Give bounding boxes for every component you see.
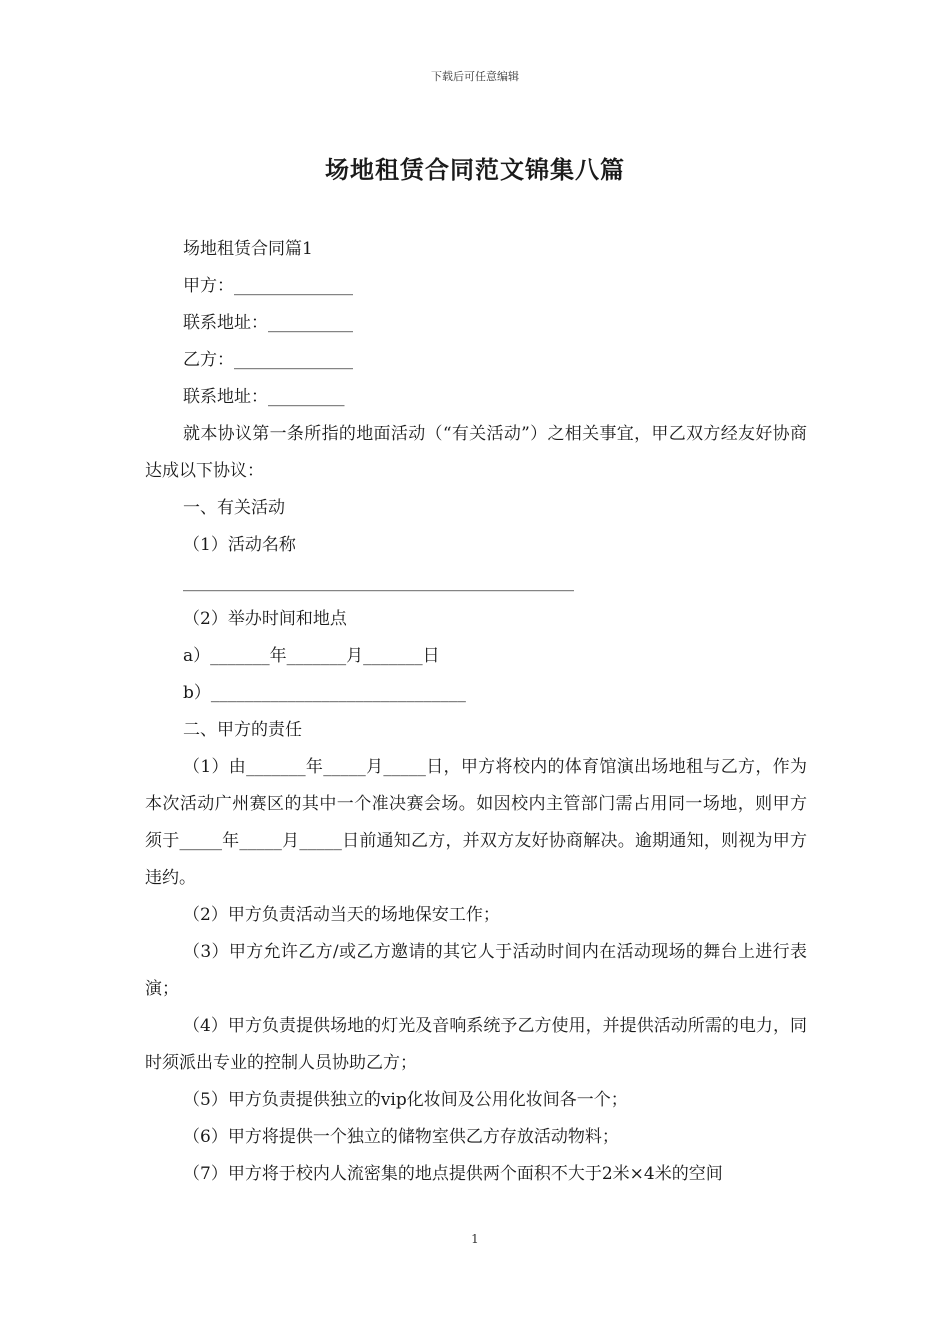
party-b-field: 乙方：______________ (183, 350, 353, 370)
party-a-address-field: 联系地址：__________ (183, 313, 353, 333)
document-body (145, 231, 807, 1193)
document-title: 场地租赁合同范文锦集八篇 (325, 156, 625, 184)
clause-item: （5）甲方负责提供独立的vip化妆间及公用化妆间各一个； (183, 1090, 628, 1110)
page-header: 下载后可任意编辑 (431, 70, 519, 83)
date-field: a）_______年_______月_______日 (183, 646, 440, 666)
clause-item: （7）甲方将于校内人流密集的地点提供两个面积不大于2米×4米的空间 (183, 1164, 723, 1184)
clause-item: （2）举办时间和地点 (183, 609, 347, 629)
location-field: b）______________________________ (183, 683, 466, 703)
party-a-field: 甲方：______________ (183, 276, 353, 296)
section-heading: 场地租赁合同篇1 (183, 239, 313, 259)
party-b-address-field: 联系地址：_________ (183, 387, 345, 407)
clause-heading-2: 二、甲方的责任 (183, 720, 302, 740)
clause-item: （2）甲方负责活动当天的场地保安工作； (183, 905, 500, 925)
clause-item: （1）活动名称 (183, 535, 296, 555)
clause-heading-1: 一、有关活动 (183, 498, 285, 518)
clause-item: （6）甲方将提供一个独立的储物室供乙方存放活动物料； (183, 1127, 619, 1147)
clause-item: （4）甲方负责提供场地的灯光及音响系统予乙方使用，并提供活动所需的电力，同时须派出专业的控制人员协助乙方； (145, 1016, 807, 1073)
clause-item: （1）由_______年_____月_____日，甲方将校内的体育馆演出场地租与乙方，作为本次活动广州赛区的其中一个准决赛会场。如因校内主管部门需占用同一场地，则甲方须于_____年_____月_____日前通知乙方，并双方友好协商解决。逾期通知，则视为甲方违约。 (145, 757, 807, 888)
page-number: 1 (471, 1232, 479, 1246)
agreement-intro: 就本协议第一条所指的地面活动（“有关活动”）之相关事宜，甲乙双方经友好协商达成以下协议： (145, 424, 807, 481)
blank-line: ______________________________________________ (183, 572, 574, 592)
clause-item: （3）甲方允许乙方/或乙方邀请的其它人于活动时间内在活动现场的舞台上进行表演； (145, 942, 807, 999)
